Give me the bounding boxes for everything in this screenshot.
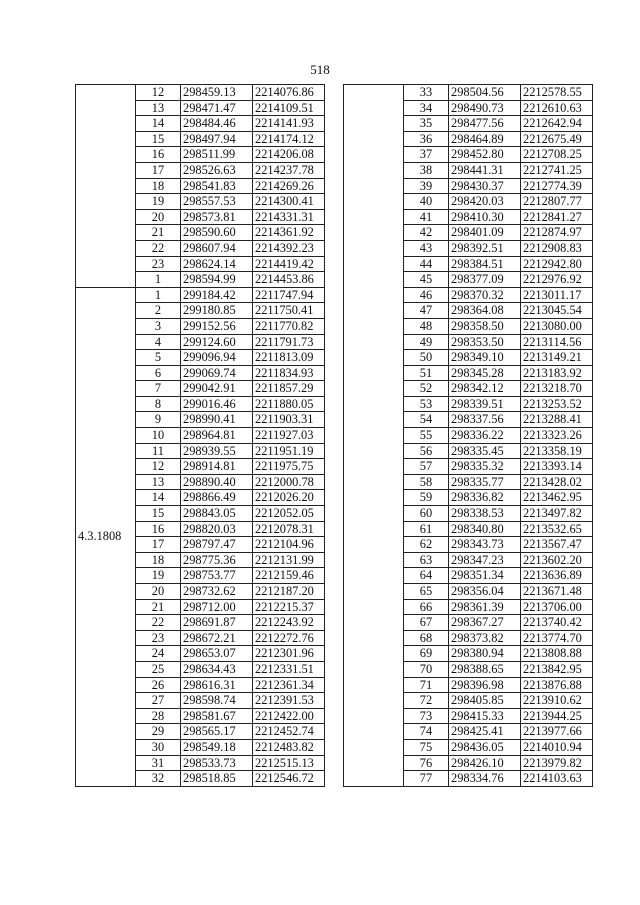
y-coordinate-cell: 2214331.31	[253, 209, 325, 225]
x-coordinate-cell: 298590.60	[181, 225, 253, 241]
x-coordinate-cell: 299096.94	[181, 350, 253, 366]
y-coordinate-cell: 2213183.92	[521, 365, 593, 381]
x-coordinate-cell: 299152.56	[181, 318, 253, 334]
point-number-cell: 73	[404, 708, 449, 724]
x-coordinate-cell: 298549.18	[181, 739, 253, 755]
x-coordinate-cell: 298377.09	[449, 272, 521, 288]
point-number-cell: 66	[404, 599, 449, 615]
point-number-cell: 53	[404, 396, 449, 412]
y-coordinate-cell: 2214141.93	[253, 116, 325, 132]
y-coordinate-cell: 2213671.48	[521, 584, 593, 600]
y-coordinate-cell: 2213218.70	[521, 381, 593, 397]
y-coordinate-cell: 2212159.46	[253, 568, 325, 584]
point-number-cell: 12	[136, 85, 181, 101]
point-number-cell: 16	[136, 521, 181, 537]
point-number-cell: 4	[136, 334, 181, 350]
x-coordinate-cell: 298353.50	[449, 334, 521, 350]
x-coordinate-cell: 298459.13	[181, 85, 253, 101]
x-coordinate-cell: 298775.36	[181, 552, 253, 568]
point-number-cell: 11	[136, 443, 181, 459]
point-number-cell: 34	[404, 100, 449, 116]
point-number-cell: 2	[136, 303, 181, 319]
x-coordinate-cell: 298364.08	[449, 303, 521, 319]
y-coordinate-cell: 2212610.63	[521, 100, 593, 116]
point-number-cell: 69	[404, 646, 449, 662]
x-coordinate-cell: 298342.12	[449, 381, 521, 397]
y-coordinate-cell: 2211750.41	[253, 303, 325, 319]
x-coordinate-cell: 298691.87	[181, 615, 253, 631]
y-coordinate-cell: 2212331.51	[253, 661, 325, 677]
point-number-cell: 57	[404, 459, 449, 475]
y-coordinate-cell: 2212000.78	[253, 474, 325, 490]
point-number-cell: 49	[404, 334, 449, 350]
x-coordinate-cell: 298939.55	[181, 443, 253, 459]
y-coordinate-cell: 2213288.41	[521, 412, 593, 428]
point-number-cell: 61	[404, 521, 449, 537]
point-number-cell: 14	[136, 490, 181, 506]
point-number-cell: 43	[404, 240, 449, 256]
x-coordinate-cell: 298347.23	[449, 552, 521, 568]
point-number-cell: 31	[136, 755, 181, 771]
x-coordinate-cell: 298338.53	[449, 506, 521, 522]
x-coordinate-cell: 299042.91	[181, 381, 253, 397]
y-coordinate-cell: 2213602.20	[521, 552, 593, 568]
y-coordinate-cell: 2214453.86	[253, 272, 325, 288]
point-number-cell: 12	[136, 459, 181, 475]
y-coordinate-cell: 2212675.49	[521, 131, 593, 147]
y-coordinate-cell: 2211834.93	[253, 365, 325, 381]
point-number-cell: 55	[404, 428, 449, 444]
x-coordinate-cell: 298616.31	[181, 677, 253, 693]
y-coordinate-cell: 2212642.94	[521, 116, 593, 132]
y-coordinate-cell: 2213045.54	[521, 303, 593, 319]
y-coordinate-cell: 2213977.66	[521, 724, 593, 740]
point-number-cell: 21	[136, 225, 181, 241]
point-number-cell: 5	[136, 350, 181, 366]
y-coordinate-cell: 2211770.82	[253, 318, 325, 334]
point-number-cell: 20	[136, 209, 181, 225]
point-number-cell: 67	[404, 615, 449, 631]
point-number-cell: 75	[404, 739, 449, 755]
y-coordinate-cell: 2212078.31	[253, 521, 325, 537]
point-number-cell: 17	[136, 162, 181, 178]
y-coordinate-cell: 2212052.05	[253, 506, 325, 522]
x-coordinate-cell: 298335.45	[449, 443, 521, 459]
x-coordinate-cell: 298436.05	[449, 739, 521, 755]
table-row	[76, 287, 325, 303]
x-coordinate-cell: 298388.65	[449, 661, 521, 677]
x-coordinate-cell: 298484.46	[181, 116, 253, 132]
x-coordinate-cell: 298820.03	[181, 521, 253, 537]
x-coordinate-cell: 298373.82	[449, 630, 521, 646]
x-coordinate-cell: 298410.30	[449, 209, 521, 225]
y-coordinate-cell: 2212774.39	[521, 178, 593, 194]
point-number-cell: 60	[404, 506, 449, 522]
y-coordinate-cell: 2212187.20	[253, 584, 325, 600]
x-coordinate-cell: 298573.81	[181, 209, 253, 225]
point-number-cell: 21	[136, 599, 181, 615]
point-number-cell: 51	[404, 365, 449, 381]
x-coordinate-cell: 298401.09	[449, 225, 521, 241]
point-number-cell: 16	[136, 147, 181, 163]
x-coordinate-cell: 298356.04	[449, 584, 521, 600]
point-number-cell: 50	[404, 350, 449, 366]
x-coordinate-cell: 298504.56	[449, 85, 521, 101]
y-coordinate-cell: 2214300.41	[253, 194, 325, 210]
y-coordinate-cell: 2212976.92	[521, 272, 593, 288]
y-coordinate-cell: 2212422.00	[253, 708, 325, 724]
y-coordinate-cell: 2214109.51	[253, 100, 325, 116]
y-coordinate-cell: 2212391.53	[253, 693, 325, 709]
y-coordinate-cell: 2213876.88	[521, 677, 593, 693]
point-number-cell: 35	[404, 116, 449, 132]
point-number-cell: 27	[136, 693, 181, 709]
y-coordinate-cell: 2211791.73	[253, 334, 325, 350]
x-coordinate-cell: 298565.17	[181, 724, 253, 740]
x-coordinate-cell: 298367.27	[449, 615, 521, 631]
y-coordinate-cell: 2213253.52	[521, 396, 593, 412]
y-coordinate-cell: 2211951.19	[253, 443, 325, 459]
point-number-cell: 29	[136, 724, 181, 740]
point-number-cell: 77	[404, 771, 449, 787]
y-coordinate-cell: 2213910.62	[521, 693, 593, 709]
y-coordinate-cell: 2213842.95	[521, 661, 593, 677]
x-coordinate-cell: 298420.03	[449, 194, 521, 210]
point-number-cell: 36	[404, 131, 449, 147]
y-coordinate-cell: 2212546.72	[253, 771, 325, 787]
point-number-cell: 30	[136, 739, 181, 755]
x-coordinate-cell: 298518.85	[181, 771, 253, 787]
y-coordinate-cell: 2213462.95	[521, 490, 593, 506]
x-coordinate-cell: 298490.73	[449, 100, 521, 116]
x-coordinate-cell: 299069.74	[181, 365, 253, 381]
y-coordinate-cell: 2214174.12	[253, 131, 325, 147]
point-number-cell: 19	[136, 568, 181, 584]
y-coordinate-cell: 2211927.03	[253, 428, 325, 444]
x-coordinate-cell: 298890.40	[181, 474, 253, 490]
y-coordinate-cell: 2213808.88	[521, 646, 593, 662]
x-coordinate-cell: 298334.76	[449, 771, 521, 787]
y-coordinate-cell: 2214076.86	[253, 85, 325, 101]
x-coordinate-cell: 298526.63	[181, 162, 253, 178]
y-coordinate-cell: 2211857.29	[253, 381, 325, 397]
y-coordinate-cell: 2213149.21	[521, 350, 593, 366]
point-number-cell: 32	[136, 771, 181, 787]
y-coordinate-cell: 2213567.47	[521, 537, 593, 553]
point-number-cell: 6	[136, 365, 181, 381]
y-coordinate-cell: 2214010.94	[521, 739, 593, 755]
x-coordinate-cell: 298358.50	[449, 318, 521, 334]
table-row	[344, 85, 593, 101]
right-coordinate-table	[343, 84, 593, 787]
section-cell	[76, 85, 136, 288]
y-coordinate-cell: 2211747.94	[253, 287, 325, 303]
point-number-cell: 68	[404, 630, 449, 646]
y-coordinate-cell: 2212841.27	[521, 209, 593, 225]
x-coordinate-cell: 298471.47	[181, 100, 253, 116]
y-coordinate-cell: 2212708.25	[521, 147, 593, 163]
x-coordinate-cell: 299124.60	[181, 334, 253, 350]
y-coordinate-cell: 2212515.13	[253, 755, 325, 771]
y-coordinate-cell: 2212215.37	[253, 599, 325, 615]
point-number-cell: 22	[136, 615, 181, 631]
x-coordinate-cell: 298380.94	[449, 646, 521, 662]
y-coordinate-cell: 2211813.09	[253, 350, 325, 366]
y-coordinate-cell: 2212908.83	[521, 240, 593, 256]
y-coordinate-cell: 2212131.99	[253, 552, 325, 568]
y-coordinate-cell: 2211975.75	[253, 459, 325, 475]
y-coordinate-cell: 2214103.63	[521, 771, 593, 787]
x-coordinate-cell: 298340.80	[449, 521, 521, 537]
section-cell	[344, 85, 404, 787]
point-number-cell: 33	[404, 85, 449, 101]
x-coordinate-cell: 298533.73	[181, 755, 253, 771]
point-number-cell: 54	[404, 412, 449, 428]
point-number-cell: 56	[404, 443, 449, 459]
x-coordinate-cell: 298415.33	[449, 708, 521, 724]
y-coordinate-cell: 2213114.56	[521, 334, 593, 350]
point-number-cell: 39	[404, 178, 449, 194]
table-row	[76, 85, 325, 101]
x-coordinate-cell: 298335.77	[449, 474, 521, 490]
x-coordinate-cell: 298339.51	[449, 396, 521, 412]
y-coordinate-cell: 2211903.31	[253, 412, 325, 428]
point-number-cell: 42	[404, 225, 449, 241]
x-coordinate-cell: 298384.51	[449, 256, 521, 272]
point-number-cell: 52	[404, 381, 449, 397]
point-number-cell: 45	[404, 272, 449, 288]
x-coordinate-cell: 298634.43	[181, 661, 253, 677]
point-number-cell: 37	[404, 147, 449, 163]
page-number: 518	[310, 62, 330, 77]
point-number-cell: 70	[404, 661, 449, 677]
x-coordinate-cell: 298672.21	[181, 630, 253, 646]
point-number-cell: 48	[404, 318, 449, 334]
point-number-cell: 9	[136, 412, 181, 428]
point-number-cell: 15	[136, 506, 181, 522]
x-coordinate-cell: 298581.67	[181, 708, 253, 724]
x-coordinate-cell: 298441.31	[449, 162, 521, 178]
x-coordinate-cell: 298425.41	[449, 724, 521, 740]
y-coordinate-cell: 2212301.96	[253, 646, 325, 662]
y-coordinate-cell: 2212483.82	[253, 739, 325, 755]
point-number-cell: 64	[404, 568, 449, 584]
y-coordinate-cell: 2213774.70	[521, 630, 593, 646]
y-coordinate-cell: 2212578.55	[521, 85, 593, 101]
y-coordinate-cell: 2214237.78	[253, 162, 325, 178]
point-number-cell: 8	[136, 396, 181, 412]
point-number-cell: 15	[136, 131, 181, 147]
y-coordinate-cell: 2213944.25	[521, 708, 593, 724]
x-coordinate-cell: 298541.83	[181, 178, 253, 194]
x-coordinate-cell: 298990.41	[181, 412, 253, 428]
x-coordinate-cell: 298337.56	[449, 412, 521, 428]
x-coordinate-cell: 298345.28	[449, 365, 521, 381]
point-number-cell: 38	[404, 162, 449, 178]
y-coordinate-cell: 2214206.08	[253, 147, 325, 163]
y-coordinate-cell: 2212026.20	[253, 490, 325, 506]
x-coordinate-cell: 298964.81	[181, 428, 253, 444]
x-coordinate-cell: 298430.37	[449, 178, 521, 194]
y-coordinate-cell: 2214419.42	[253, 256, 325, 272]
x-coordinate-cell: 298712.00	[181, 599, 253, 615]
y-coordinate-cell: 2213532.65	[521, 521, 593, 537]
x-coordinate-cell: 298396.98	[449, 677, 521, 693]
section-cell: 4.3.1808	[76, 287, 136, 786]
x-coordinate-cell: 298843.05	[181, 506, 253, 522]
point-number-cell: 47	[404, 303, 449, 319]
x-coordinate-cell: 298511.99	[181, 147, 253, 163]
y-coordinate-cell: 2212361.34	[253, 677, 325, 693]
x-coordinate-cell: 298866.49	[181, 490, 253, 506]
point-number-cell: 62	[404, 537, 449, 553]
y-coordinate-cell: 2211880.05	[253, 396, 325, 412]
point-number-cell: 10	[136, 428, 181, 444]
left-coordinate-table	[75, 84, 325, 787]
y-coordinate-cell: 2213636.89	[521, 568, 593, 584]
y-coordinate-cell: 2214392.23	[253, 240, 325, 256]
point-number-cell: 72	[404, 693, 449, 709]
y-coordinate-cell: 2212741.25	[521, 162, 593, 178]
x-coordinate-cell: 298594.99	[181, 272, 253, 288]
y-coordinate-cell: 2213740.42	[521, 615, 593, 631]
x-coordinate-cell: 298361.39	[449, 599, 521, 615]
y-coordinate-cell: 2213011.17	[521, 287, 593, 303]
point-number-cell: 63	[404, 552, 449, 568]
point-number-cell: 22	[136, 240, 181, 256]
y-coordinate-cell: 2213393.14	[521, 459, 593, 475]
y-coordinate-cell: 2213358.19	[521, 443, 593, 459]
point-number-cell: 23	[136, 630, 181, 646]
x-coordinate-cell: 298349.10	[449, 350, 521, 366]
y-coordinate-cell: 2212272.76	[253, 630, 325, 646]
point-number-cell: 40	[404, 194, 449, 210]
y-coordinate-cell: 2212942.80	[521, 256, 593, 272]
x-coordinate-cell: 298351.34	[449, 568, 521, 584]
x-coordinate-cell: 298497.94	[181, 131, 253, 147]
x-coordinate-cell: 299016.46	[181, 396, 253, 412]
x-coordinate-cell: 298336.22	[449, 428, 521, 444]
y-coordinate-cell: 2213706.00	[521, 599, 593, 615]
point-number-cell: 1	[136, 272, 181, 288]
x-coordinate-cell: 298557.53	[181, 194, 253, 210]
y-coordinate-cell: 2212807.77	[521, 194, 593, 210]
x-coordinate-cell: 298426.10	[449, 755, 521, 771]
point-number-cell: 13	[136, 100, 181, 116]
point-number-cell: 46	[404, 287, 449, 303]
x-coordinate-cell: 298653.07	[181, 646, 253, 662]
x-coordinate-cell: 298392.51	[449, 240, 521, 256]
x-coordinate-cell: 298405.85	[449, 693, 521, 709]
x-coordinate-cell: 298335.32	[449, 459, 521, 475]
point-number-cell: 18	[136, 552, 181, 568]
point-number-cell: 25	[136, 661, 181, 677]
y-coordinate-cell: 2214269.26	[253, 178, 325, 194]
point-number-cell: 71	[404, 677, 449, 693]
point-number-cell: 58	[404, 474, 449, 490]
x-coordinate-cell: 298477.56	[449, 116, 521, 132]
x-coordinate-cell: 298598.74	[181, 693, 253, 709]
x-coordinate-cell: 298797.47	[181, 537, 253, 553]
point-number-cell: 26	[136, 677, 181, 693]
point-number-cell: 18	[136, 178, 181, 194]
point-number-cell: 17	[136, 537, 181, 553]
x-coordinate-cell: 298452.80	[449, 147, 521, 163]
x-coordinate-cell: 298464.89	[449, 131, 521, 147]
y-coordinate-cell: 2212874.97	[521, 225, 593, 241]
point-number-cell: 23	[136, 256, 181, 272]
x-coordinate-cell: 298607.94	[181, 240, 253, 256]
y-coordinate-cell: 2212243.92	[253, 615, 325, 631]
y-coordinate-cell: 2213979.82	[521, 755, 593, 771]
point-number-cell: 74	[404, 724, 449, 740]
x-coordinate-cell: 298343.73	[449, 537, 521, 553]
x-coordinate-cell: 298336.82	[449, 490, 521, 506]
y-coordinate-cell: 2212104.96	[253, 537, 325, 553]
x-coordinate-cell: 298914.81	[181, 459, 253, 475]
y-coordinate-cell: 2213428.02	[521, 474, 593, 490]
point-number-cell: 59	[404, 490, 449, 506]
point-number-cell: 13	[136, 474, 181, 490]
point-number-cell: 7	[136, 381, 181, 397]
point-number-cell: 14	[136, 116, 181, 132]
point-number-cell: 28	[136, 708, 181, 724]
point-number-cell: 24	[136, 646, 181, 662]
x-coordinate-cell: 299180.85	[181, 303, 253, 319]
x-coordinate-cell: 299184.42	[181, 287, 253, 303]
y-coordinate-cell: 2213323.26	[521, 428, 593, 444]
y-coordinate-cell: 2213080.00	[521, 318, 593, 334]
y-coordinate-cell: 2214361.92	[253, 225, 325, 241]
point-number-cell: 41	[404, 209, 449, 225]
x-coordinate-cell: 298624.14	[181, 256, 253, 272]
point-number-cell: 44	[404, 256, 449, 272]
x-coordinate-cell: 298753.77	[181, 568, 253, 584]
point-number-cell: 65	[404, 584, 449, 600]
x-coordinate-cell: 298370.32	[449, 287, 521, 303]
point-number-cell: 76	[404, 755, 449, 771]
y-coordinate-cell: 2212452.74	[253, 724, 325, 740]
point-number-cell: 3	[136, 318, 181, 334]
point-number-cell: 20	[136, 584, 181, 600]
point-number-cell: 19	[136, 194, 181, 210]
point-number-cell: 1	[136, 287, 181, 303]
x-coordinate-cell: 298732.62	[181, 584, 253, 600]
y-coordinate-cell: 2213497.82	[521, 506, 593, 522]
